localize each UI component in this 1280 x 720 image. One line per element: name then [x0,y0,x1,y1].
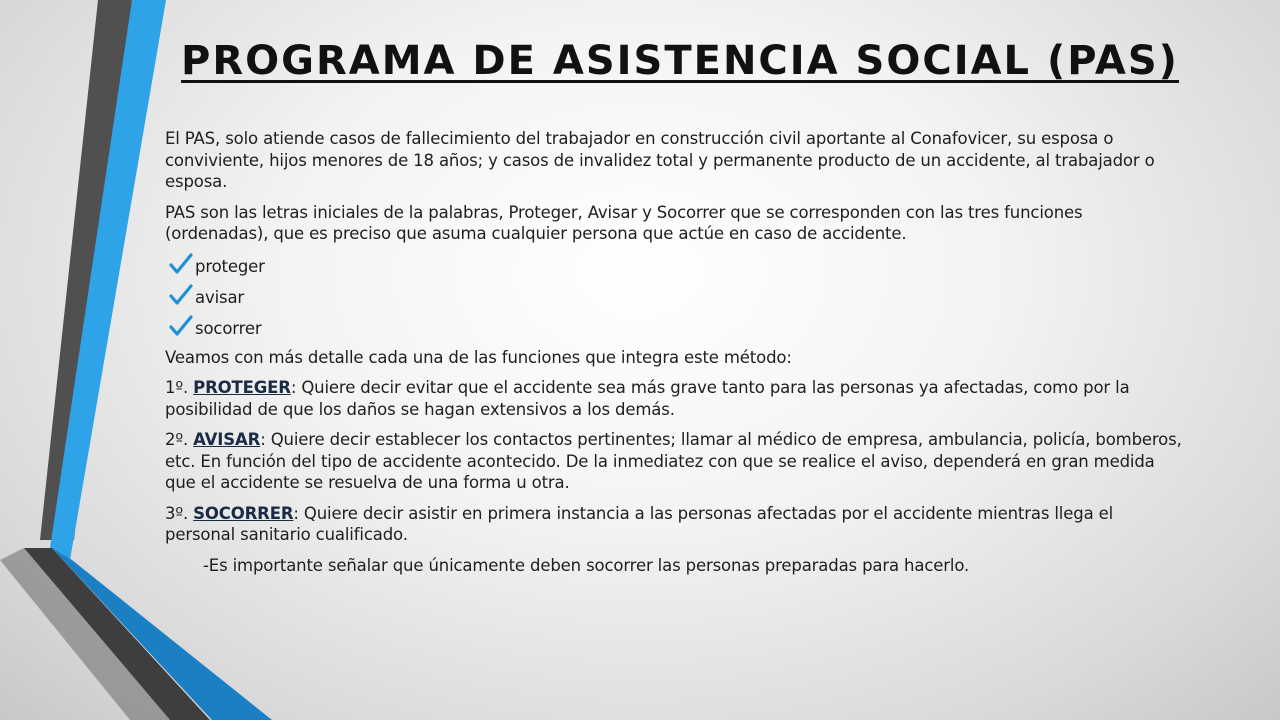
intro-paragraph: El PAS, solo atiende casos de fallecimiento del trabajador en construcción civil aportante al Conafovicer, su esposa o conviviente, hijos menores de 18 años; y casos de invalidez total y permanente producto de un accidente, al trabajador o esposa. [165,129,1155,191]
function-socorrer [165,503,1185,546]
checkmark-icon [169,314,193,338]
function-proteger [165,377,1185,420]
function-text: : Quiere decir establecer los contactos pertinentes; llamar al médico de empresa, ambulancia, policía, bomberos, etc. En función del tipo de accidente acontecido. De la inmediatez con que se realice el aviso, dependerá en gran medida que el accidente se resuelva de una forma u otra. [165,430,1182,492]
function-number: 3º. [165,503,194,523]
list-item [165,316,1185,338]
function-number: 2º. [165,430,194,449]
list-item [165,285,1185,307]
function-keyword: SOCORRER [193,503,294,523]
note-paragraph: -Es importante señalar que únicamente deben socorrer las personas preparadas para hacerlo. [203,555,970,575]
function-text: : Quiere decir asistir en primera instancia a las personas afectadas por el accidente mientras llega el personal sanitario cualificado. [165,503,1114,544]
function-keyword: AVISAR [193,430,261,449]
meaning-paragraph: PAS son las letras iniciales de la palabras, Proteger, Avisar y Socorrer que se corresponden con las tres funciones (ordenadas), que es preciso que asuma cualquier persona que actúe en caso de accidente. [165,202,1083,243]
checkmark-icon [169,252,193,276]
slide-content [165,128,1185,585]
list-item [165,254,1185,276]
function-keyword: PROTEGER [193,378,291,397]
slide-title: PROGRAMA DE ASISTENCIA SOCIAL (PAS) [181,38,1179,84]
checkmark-icon [169,283,193,307]
detail-intro-paragraph: Veamos con más detalle cada una de las funciones que integra este método: [165,347,792,367]
function-avisar [165,429,1185,494]
list-item-label: proteger [195,256,265,276]
function-number: 1º. [165,378,194,397]
list-item-label: avisar [195,287,245,307]
list-item-label: socorrer [195,318,262,338]
check-list [165,254,1185,338]
function-text: : Quiere decir evitar que el accidente sea más grave tanto para las personas ya afectadas, como por la posibilidad de que los daños se hagan extensivos a los demás. [165,378,1130,419]
